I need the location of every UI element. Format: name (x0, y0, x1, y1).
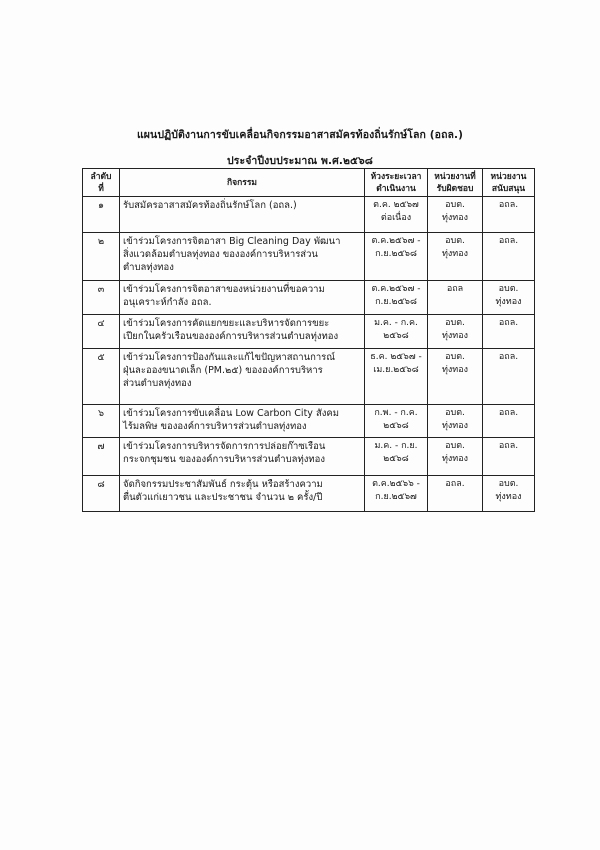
table-header-row (83, 169, 535, 197)
row-activity-line: ตื่นตัวแก่เยาวชน และประชาชน จำนวน ๒ ครั้ง/ปี (123, 492, 323, 503)
row-activity-line: ไร้มลพิษ ขององค์การบริหารส่วนตำบลทุ่งทอง (123, 421, 307, 432)
row-activity (120, 349, 365, 405)
row-responsible (428, 476, 483, 512)
row-number: ๘ (83, 476, 120, 512)
row-responsible-line: อบต. (445, 318, 465, 328)
table-row (83, 476, 535, 512)
row-responsible (428, 315, 483, 349)
row-period-line: ต.ค.๒๕๖๖ - (372, 479, 420, 489)
row-responsible-line: อถล. (445, 479, 465, 489)
row-period-line: ต่อเนื่อง (380, 213, 412, 223)
row-responsible (428, 197, 483, 233)
row-activity-line: เข้าร่วมโครงการป้องกันและแก้ไขปัญหาสถานการณ์ (123, 352, 336, 363)
row-activity-line: รับสมัครอาสาสมัครท้องถิ่นรักษ์โลก (อถล.) (123, 200, 297, 211)
row-period-line: เม.ย.๒๕๖๘ (373, 365, 419, 375)
row-activity-line: กระจกชุมชน ขององค์การบริหารส่วนตำบลทุ่งทอง (123, 454, 325, 465)
row-activity-line: เข้าร่วมโครงการบริหารจัดการการปล่อยก๊าซเรือน (123, 441, 326, 452)
table-body (83, 197, 535, 512)
row-number: ๔ (83, 315, 120, 349)
document-title: แผนปฏิบัติงานการขับเคลื่อนกิจกรรมอาสาสมัครท้องถิ่นรักษ์โลก (อถล.) (136, 129, 464, 141)
row-period (365, 405, 428, 438)
row-responsible-line: ทุ่งทอง (441, 421, 469, 431)
row-support (483, 438, 535, 476)
row-support-line: ทุ่งทอง (495, 492, 522, 502)
row-activity-line: สิ่งแวดล้อมตำบลทุ่งทอง ขององค์การบริหารส่วน (123, 249, 318, 260)
row-support-line: อบต. (498, 284, 519, 294)
table-row (83, 405, 535, 438)
row-activity-line: เข้าร่วมโครงการจิตอาสา Big Cleaning Day พัฒนา (123, 236, 341, 247)
header-no: ลำดับ ที่ (83, 169, 120, 197)
document-subtitle: ประจำปีงบประมาณ พ.ศ.๒๕๖๘ (226, 155, 373, 167)
table-row (83, 233, 535, 281)
row-period-line: ต.ค.๒๕๖๗ - (371, 284, 421, 294)
row-activity-line: อนุเคราะห์กำลัง อถล. (123, 297, 212, 308)
row-period-line: ต.ค. ๒๕๖๗ (373, 200, 419, 210)
row-responsible-line: อบต. (445, 408, 465, 418)
row-responsible-line: ทุ่งทอง (441, 365, 469, 375)
row-period (365, 197, 428, 233)
row-period (365, 281, 428, 315)
table-row (83, 438, 535, 476)
row-number: ๓ (83, 281, 120, 315)
row-responsible-line: อบต. (445, 441, 465, 451)
row-activity (120, 233, 365, 281)
row-period-line: ๒๕๖๘ (383, 454, 409, 464)
row-number: ๒ (83, 233, 120, 281)
row-period (365, 315, 428, 349)
row-period (365, 349, 428, 405)
row-activity (120, 315, 365, 349)
table-row (83, 281, 535, 315)
row-period (365, 233, 428, 281)
row-period-line: ก.พ. - ก.ค. (374, 408, 418, 418)
row-activity-line: ฝุ่นละอองขนาดเล็ก (PM.๒๕) ขององค์การบริหาร (123, 365, 323, 376)
row-number: ๑ (83, 197, 120, 233)
row-activity (120, 476, 365, 512)
row-period-line: ก.ย.๒๕๖๗ (375, 492, 417, 502)
row-responsible (428, 233, 483, 281)
row-responsible-line: อถล (446, 284, 464, 294)
row-period-line: ก.ย.๒๕๖๘ (375, 249, 417, 259)
row-support-line: อถล. (498, 236, 519, 246)
row-period-line: ธ.ค. ๒๕๖๗ - (370, 352, 422, 362)
row-support (483, 349, 535, 405)
row-activity-line: เข้าร่วมโครงการขับเคลื่อน Low Carbon City สังคม (123, 408, 339, 419)
row-period (365, 476, 428, 512)
row-support-line: อบต. (498, 479, 519, 489)
row-responsible-line: ทุ่งทอง (441, 454, 469, 464)
table-row (83, 197, 535, 233)
row-responsible-line: อบต. (445, 352, 465, 362)
table-row (83, 349, 535, 405)
row-period-line: ต.ค.๒๕๖๗ - (371, 236, 421, 246)
row-responsible (428, 405, 483, 438)
row-responsible-line: อบต. (445, 200, 465, 210)
row-number: ๕ (83, 349, 120, 405)
row-responsible (428, 438, 483, 476)
row-responsible-line: อบต. (445, 236, 465, 246)
row-activity (120, 438, 365, 476)
row-support (483, 315, 535, 349)
row-support-line: อถล. (498, 318, 519, 328)
header-activity: กิจกรรม (120, 169, 365, 197)
row-period (365, 438, 428, 476)
row-support (483, 281, 535, 315)
row-support-line: อถล. (498, 441, 519, 451)
row-activity-line: ส่วนตำบลทุ่งทอง (123, 378, 192, 389)
row-support (483, 476, 535, 512)
row-activity (120, 281, 365, 315)
header-period: ห้วงระยะเวลา ดำเนินงาน (365, 169, 428, 197)
row-responsible-line: ทุ่งทอง (441, 249, 469, 259)
header-support: หน่วยงาน สนับสนุน (483, 169, 535, 197)
header-responsible: หน่วยงานที่ รับผิดชอบ (428, 169, 483, 197)
action-plan-table (82, 168, 535, 512)
row-activity (120, 197, 365, 233)
row-period-line: ม.ค. - ก.ค. (374, 318, 418, 328)
row-support-line: อถล. (498, 352, 519, 362)
row-activity-line: เปียกในครัวเรือนขององค์การบริหารส่วนตำบลทุ่งทอง (123, 331, 339, 342)
row-period-line: ก.ย.๒๕๖๘ (375, 297, 417, 307)
row-support (483, 233, 535, 281)
row-activity-line: เข้าร่วมโครงการคัดแยกขยะและบริหารจัดการขยะ (123, 318, 330, 329)
row-activity (120, 405, 365, 438)
row-period-line: ๒๕๖๘ (383, 421, 409, 431)
row-activity-line: เข้าร่วมโครงการจิตอาสาของหน่วยงานที่ขอความ (123, 284, 325, 295)
row-period-line: ม.ค. - ก.ย. (374, 441, 418, 451)
row-support-line: ทุ่งทอง (495, 297, 522, 307)
row-activity-line: ตำบลทุ่งทอง (123, 262, 174, 273)
row-period-line: ๒๕๖๘ (383, 331, 409, 341)
row-support (483, 405, 535, 438)
row-responsible (428, 349, 483, 405)
row-responsible-line: ทุ่งทอง (441, 213, 469, 223)
row-activity-line: จัดกิจกรรมประชาสัมพันธ์ กระตุ้น หรือสร้างความ (123, 479, 323, 490)
row-support-line: อถล. (498, 200, 519, 210)
row-responsible-line: ทุ่งทอง (441, 331, 469, 341)
row-support-line: อถล. (498, 408, 519, 418)
row-number: ๗ (83, 438, 120, 476)
row-support (483, 197, 535, 233)
row-number: ๖ (83, 405, 120, 438)
table-row (83, 315, 535, 349)
row-responsible (428, 281, 483, 315)
